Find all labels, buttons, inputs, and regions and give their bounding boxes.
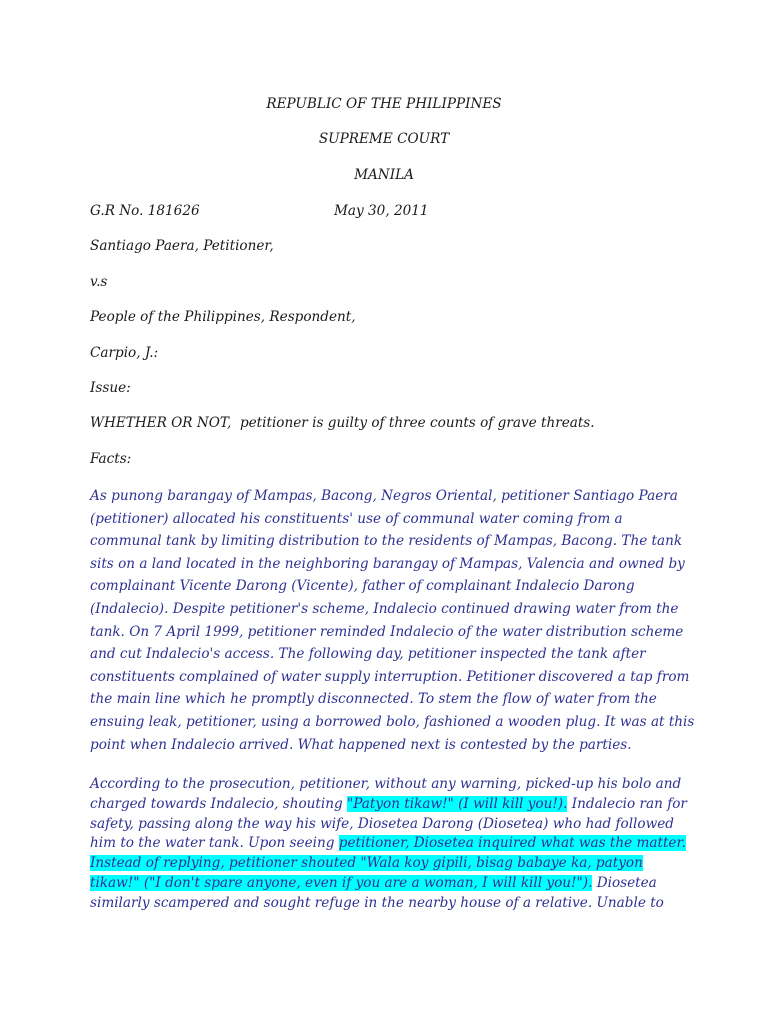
paragraph-line: sits on a land located in the neighboring barangay of Mampas, Valencia and owned by bbox=[90, 555, 685, 572]
respondent: People of the Philippines, Respondent, bbox=[90, 309, 356, 325]
paragraph-line: tank. On 7 April 1999, petitioner reminded Indalecio of the water distribution scheme bbox=[90, 623, 684, 640]
issue-label: Issue: bbox=[90, 380, 131, 396]
paragraph-line: similarly scampered and sought refuge in the nearby house of a relative. Unable to bbox=[90, 894, 664, 911]
petitioner: Santiago Paera, Petitioner, bbox=[90, 238, 274, 254]
facts-paragraph-1 bbox=[90, 485, 695, 756]
line-text: him to the water tank. Upon seeing bbox=[90, 835, 339, 852]
issue-statement bbox=[90, 414, 595, 432]
paragraph-line: (petitioner) allocated his constituents' use of communal water coming from a bbox=[90, 510, 623, 527]
paragraph-line: safety, passing along the way his wife, Diosetea Darong (Diosetea) who had followed bbox=[90, 815, 674, 832]
paragraph-line: complainant Vicente Darong (Vicente), father of complainant Indalecio Darong bbox=[90, 578, 635, 595]
case-number-row bbox=[90, 202, 490, 220]
highlighted-quote: "Patyon tikaw!" (I will kill you!). bbox=[347, 795, 568, 812]
paragraph-line bbox=[90, 834, 690, 854]
line-text: Indalecio ran for bbox=[567, 795, 687, 812]
paragraph-line: point when Indalecio arrived. What happened next is contested by the parties. bbox=[90, 736, 632, 753]
line-text: charged towards Indalecio, shouting bbox=[90, 795, 347, 812]
paragraph-line bbox=[90, 874, 690, 894]
paragraph-line: constituents complained of water supply interruption. Petitioner discovered a tap from bbox=[90, 668, 690, 685]
paragraph-line: and cut Indalecio's access. The following day, petitioner inspected the tank after bbox=[90, 646, 646, 663]
versus: v.s bbox=[90, 274, 108, 290]
paragraph-line: According to the prosecution, petitioner, without any warning, picked-up his bolo and bbox=[90, 776, 682, 792]
paragraph-line: (Indalecio). Despite petitioner's scheme, Indalecio continued drawing water from the bbox=[90, 600, 679, 617]
header-court: SUPREME COURT bbox=[318, 131, 450, 147]
ponente: Carpio, J.: bbox=[90, 345, 159, 361]
line-text: Diosetea bbox=[592, 874, 657, 891]
facts-label: Facts: bbox=[90, 451, 132, 467]
paragraph-line: As punong barangay of Mampas, Bacong, Negros Oriental, petitioner Santiago Paera bbox=[90, 488, 678, 504]
facts-paragraph-2 bbox=[90, 775, 690, 914]
paragraph-line bbox=[90, 854, 690, 874]
header-city: MANILA bbox=[354, 167, 414, 183]
highlighted-text: petitioner, Diosetea inquired what was the matter. bbox=[338, 835, 686, 852]
highlighted-quote: tikaw!" ("I don't spare anyone, even if you are a woman, I will kill you!"). bbox=[90, 874, 593, 891]
issue-text: petitioner is guilty of three counts of grave threats. bbox=[239, 415, 595, 431]
header-country: REPUBLIC OF THE PHILIPPINES bbox=[266, 96, 502, 112]
case-number: G.R No. 181626 bbox=[90, 203, 200, 219]
paragraph-line: the main line which he promptly disconnected. To stem the flow of water from the bbox=[90, 691, 657, 708]
issue-lead: WHETHER OR NOT, bbox=[90, 415, 232, 431]
paragraph-line: communal tank by limiting distribution to the residents of Mampas, Bacong. The tank bbox=[90, 533, 683, 550]
case-date: May 30, 2011 bbox=[334, 203, 429, 219]
paragraph-line bbox=[90, 795, 690, 815]
paragraph-line: ensuing leak, petitioner, using a borrowed bolo, fashioned a wooden plug. It was at this bbox=[90, 713, 695, 730]
highlighted-text: Instead of replying, petitioner shouted "Wala koy gipili, bisag babaye ka, patyon bbox=[90, 855, 643, 872]
